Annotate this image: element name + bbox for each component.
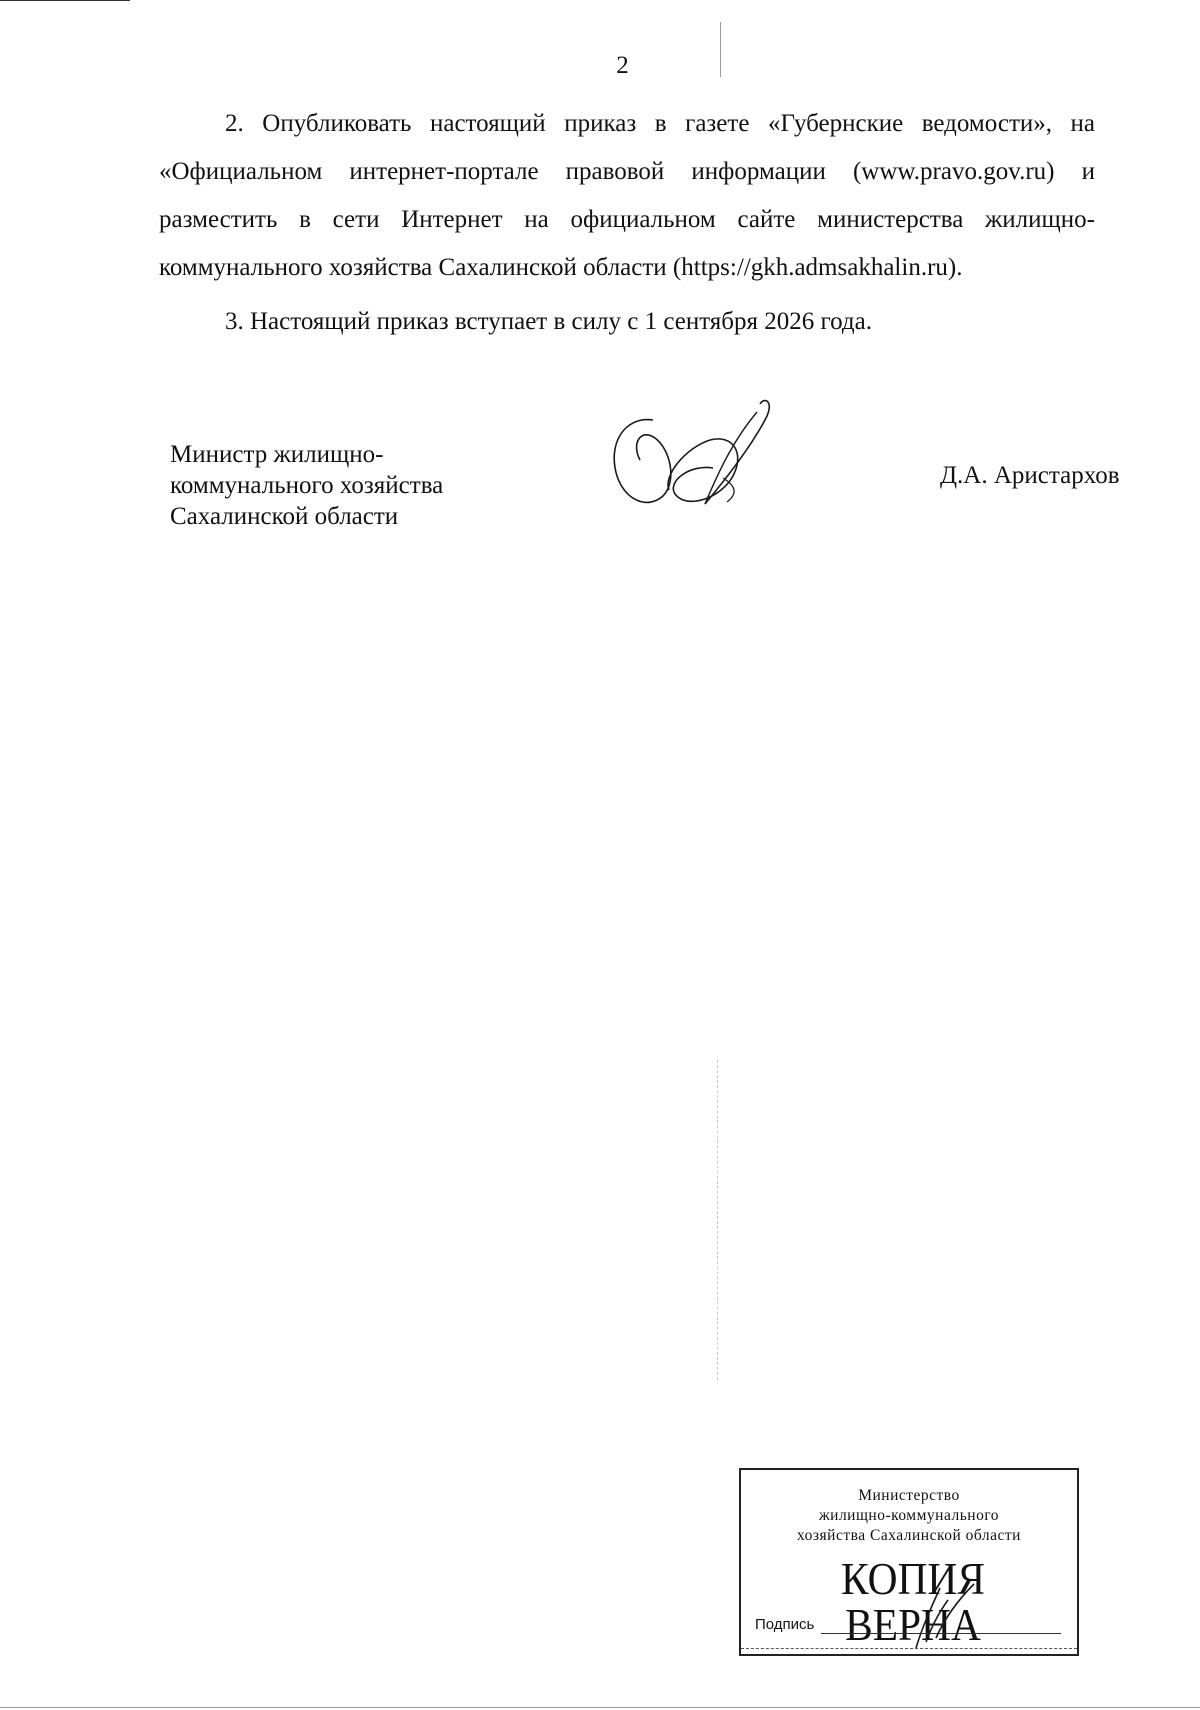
signatory-title-line: Министр жилищно-: [170, 441, 384, 468]
signatory-name: Д.А. Аристархов: [940, 462, 1120, 489]
scan-edge-line: [0, 0, 130, 1]
scan-edge-line: [0, 1707, 1200, 1708]
copy-certified-stamp: [739, 1468, 1079, 1656]
stamp-org-line: хозяйства Сахалинской области: [797, 1527, 1021, 1544]
stamp-org-line: Министерство: [858, 1487, 960, 1504]
stamp-signature-label: Подпись: [755, 1616, 815, 1633]
stamp-handwritten-signature: [896, 1580, 976, 1650]
stamp-org-line: жилищно-коммунального: [818, 1507, 1000, 1524]
signatory-title-line: Сахалинской области: [170, 503, 399, 530]
stamp-main-text: КОПИЯ ВЕРНА: [841, 1553, 985, 1650]
stamp-organization: [741, 1486, 1077, 1546]
paragraph-2: 2. Опубликовать настоящий приказ в газете «Губернские ведомости», на «Официальном интернет-портале правовой информации (www.pravo.gov.ru) и разместить в сети Интернет на официальном сайте министерства жилищно-коммунального хозяйства Сахалинской области (https://gkh.admsakhalin.ru).: [159, 110, 1095, 281]
page-number: 2: [616, 52, 629, 79]
signatory-title-line: коммунального хозяйства: [170, 472, 444, 499]
scan-artifact-line: [717, 1060, 718, 1380]
signatory-title: [170, 439, 500, 532]
paragraph-3: 3. Настоящий приказ вступает в силу с 1 сентября 2026 года.: [225, 308, 872, 335]
stamp-bottom-line: [741, 1648, 1077, 1649]
handwritten-signature: [605, 398, 795, 518]
